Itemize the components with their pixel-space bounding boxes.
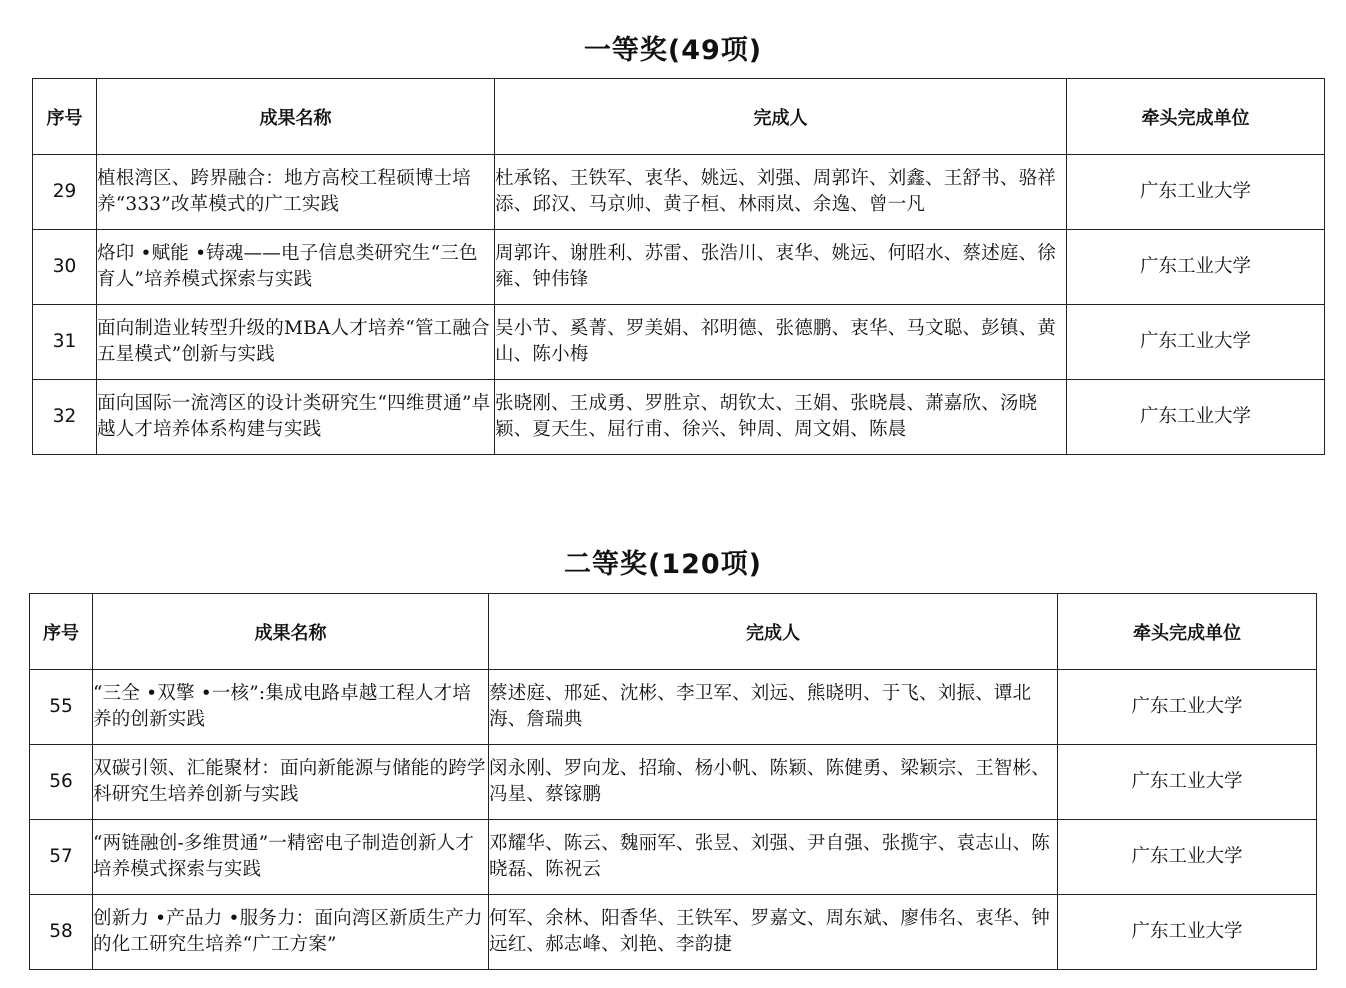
header-unit: 牵头完成单位: [1067, 79, 1325, 155]
header-people: 完成人: [495, 79, 1067, 155]
row-unit: 广东工业大学: [1067, 155, 1325, 230]
row-people: 闵永刚、罗向龙、招瑜、杨小帆、陈颖、陈健勇、梁颖宗、王智彬、冯星、蔡镓鹏: [489, 745, 1058, 820]
row-no: 58: [30, 895, 93, 970]
row-name: “两链融创-多维贯通”一精密电子制造创新人才培养模式探索与实践: [93, 820, 489, 895]
row-people: 周郭许、谢胜利、苏雷、张浩川、衷华、姚远、何昭水、蔡述庭、徐雍、钟伟锋: [495, 230, 1067, 305]
row-unit: 广东工业大学: [1058, 820, 1317, 895]
row-unit: 广东工业大学: [1067, 305, 1325, 380]
row-no: 29: [33, 155, 97, 230]
row-no: 57: [30, 820, 93, 895]
header-name: 成果名称: [97, 79, 495, 155]
row-no: 31: [33, 305, 97, 380]
row-unit: 广东工业大学: [1067, 230, 1325, 305]
row-people: 何军、余林、阳香华、王铁军、罗嘉文、周东斌、廖伟名、衷华、钟远红、郝志峰、刘艳、李韵捷: [489, 895, 1058, 970]
section-title-second-prize: 二等奖(120项): [563, 549, 763, 580]
row-name: 植根湾区、跨界融合：地方高校工程硕博士培养“333”改革模式的广工实践: [97, 155, 495, 230]
table-row: [33, 380, 1325, 455]
row-name: “三全 •双擎 •一核”:集成电路卓越工程人才培养的创新实践: [93, 670, 489, 745]
table-row: [30, 820, 1317, 895]
row-unit: 广东工业大学: [1058, 895, 1317, 970]
header-no: 序号: [33, 79, 97, 155]
table-row: [33, 305, 1325, 380]
table-header-row: [33, 79, 1325, 155]
table-row: [33, 230, 1325, 305]
row-people: 蔡述庭、邢延、沈彬、李卫军、刘远、熊晓明、于飞、刘振、谭北海、詹瑞典: [489, 670, 1058, 745]
row-name: 面向制造业转型升级的MBA人才培养“管工融合五星模式”创新与实践: [97, 305, 495, 380]
row-name: 创新力 •产品力 •服务力：面向湾区新质生产力的化工研究生培养“广工方案”: [93, 895, 489, 970]
header-name: 成果名称: [93, 594, 489, 670]
first-prize-table: [32, 78, 1325, 455]
row-people: 张晓刚、王成勇、罗胜京、胡钦太、王娟、张晓晨、萧嘉欣、汤晓颖、夏天生、屈行甫、徐兴、钟周、周文娟、陈晨: [495, 380, 1067, 455]
row-unit: 广东工业大学: [1067, 380, 1325, 455]
row-people: 杜承铭、王铁军、衷华、姚远、刘强、周郭许、刘鑫、王舒书、骆祥添、邱汉、马京帅、黄子桓、林雨岚、余逸、曾一凡: [495, 155, 1067, 230]
header-no: 序号: [30, 594, 93, 670]
row-name: 双碳引领、汇能聚材：面向新能源与储能的跨学科研究生培养创新与实践: [93, 745, 489, 820]
row-unit: 广东工业大学: [1058, 745, 1317, 820]
row-name: 面向国际一流湾区的设计类研究生“四维贯通”卓越人才培养体系构建与实践: [97, 380, 495, 455]
header-people: 完成人: [489, 594, 1058, 670]
row-no: 30: [33, 230, 97, 305]
row-unit: 广东工业大学: [1058, 670, 1317, 745]
table-header-row: [30, 594, 1317, 670]
row-no: 55: [30, 670, 93, 745]
row-people: 吴小节、奚菁、罗美娟、祁明德、张德鹏、衷华、马文聪、彭镇、黄山、陈小梅: [495, 305, 1067, 380]
table-row: [30, 895, 1317, 970]
table-row: [30, 670, 1317, 745]
row-no: 56: [30, 745, 93, 820]
row-name: 烙印 •赋能 •铸魂——电子信息类研究生“三色育人”培养模式探索与实践: [97, 230, 495, 305]
table-row: [33, 155, 1325, 230]
second-prize-table: [29, 593, 1317, 970]
header-unit: 牵头完成单位: [1058, 594, 1317, 670]
section-title-first-prize: 一等奖(49项): [583, 35, 763, 66]
table-row: [30, 745, 1317, 820]
row-no: 32: [33, 380, 97, 455]
row-people: 邓耀华、陈云、魏丽军、张昱、刘强、尹自强、张揽宇、袁志山、陈晓磊、陈祝云: [489, 820, 1058, 895]
